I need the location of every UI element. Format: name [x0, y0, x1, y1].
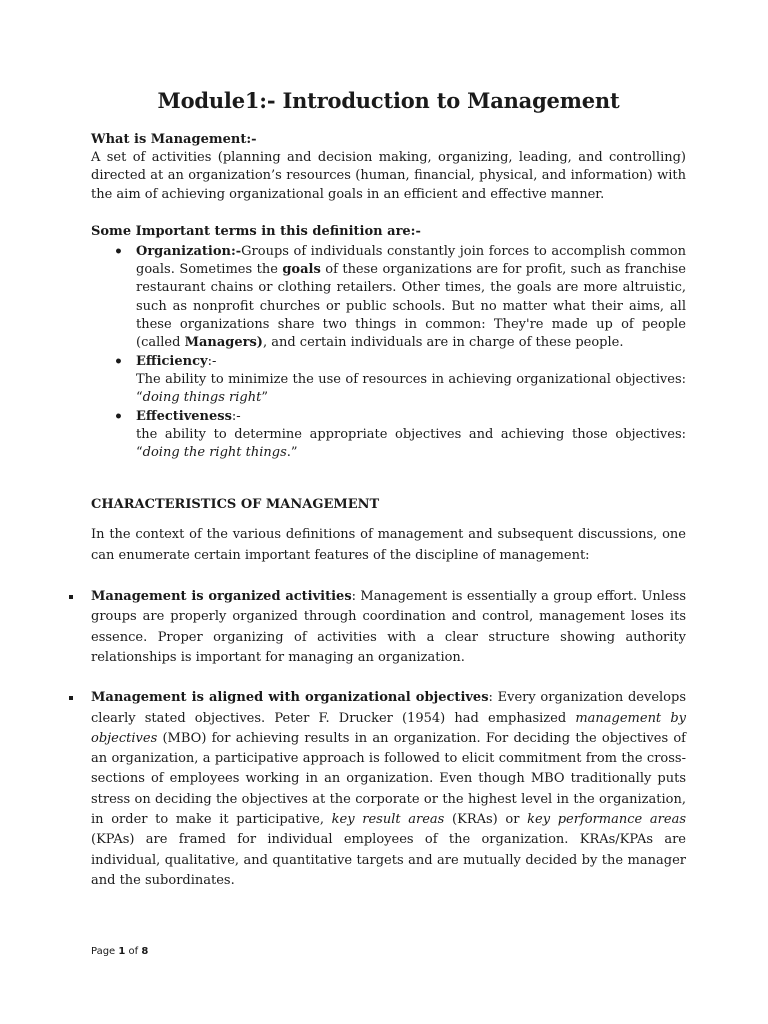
footer-total-pages: 8 — [141, 946, 149, 957]
characteristic-text: (KPAs) are framed for individual employees of the organization. KRAs/KPAs are individual, qualitative, and quantitative targets and are mutually decided by the manager and the subordinates. — [91, 832, 686, 888]
what-is-management-heading: What is Management:- — [91, 132, 257, 147]
term-effectiveness — [136, 408, 686, 463]
term-efficiency-label: Efficiency — [136, 353, 208, 369]
footer-of-label: of — [125, 946, 142, 957]
term-effectiveness-suffix: :- — [231, 408, 241, 424]
characteristic-italic-term: key result areas — [331, 812, 445, 828]
page-title: Module1:- Introduction to Management — [157, 88, 620, 113]
important-terms-heading: Some Important terms in this definition are:- — [91, 223, 421, 239]
characteristic-italic-term: key performance areas — [527, 812, 686, 828]
term-organization-text-2: of these organizations are for profit, such as franchise restaurant chains or clothing retailers. Other times, the goals are more altruistic, such as nonprofit churches or public schools. But no matter what their aims, all these organizations share two things in common: They're made up of people (called — [136, 262, 687, 351]
term-efficiency-end: ” — [261, 390, 268, 406]
term-organization-text-3: , and certain individuals are in charge of these people. — [262, 335, 624, 351]
characteristic-lead: Management is organized activities — [91, 589, 352, 605]
characteristic-item — [91, 688, 686, 891]
characteristic-italic-term: management by objectives — [91, 710, 686, 746]
term-organization — [136, 243, 686, 353]
characteristics-list — [91, 587, 686, 891]
important-terms-list — [91, 243, 686, 463]
term-organization-label: Organization:- — [136, 243, 242, 259]
footer-page-label: Page — [91, 946, 119, 957]
term-organization-managers: Managers) — [184, 335, 263, 351]
term-effectiveness-end: .” — [286, 445, 298, 461]
term-effectiveness-quote: doing the right things — [142, 445, 287, 461]
term-organization-text-1: Groups of individuals constantly join forces to accomplish common goals. Sometimes the — [136, 243, 686, 278]
term-efficiency-suffix: :- — [207, 353, 217, 369]
characteristic-text: : Management is essentially a group effort. Unless groups are properly organized through coordination and control, management loses its essence. Proper organizing of activities with a clear structure showing authority relationships is important for managing an organization. — [91, 589, 686, 665]
footer-page-number: 1 — [118, 946, 126, 957]
term-effectiveness-text: the ability to determine appropriate objectives and achieving those objectives: “ — [136, 426, 686, 461]
term-efficiency-text: The ability to minimize the use of resources in achieving organizational objectives: “ — [136, 371, 686, 406]
characteristic-text: (MBO) for achieving results in an organization. For deciding the objectives of an organization, a participative approach is followed to elicit commitment from the cross-sections of employees working in an organization. Even though MBO traditionally puts stress on deciding the objectives at the corporate or the highest level in the organization, in order to make it participative, — [91, 730, 686, 828]
page-footer — [91, 946, 148, 957]
characteristic-lead: Management is aligned with organizational objectives — [91, 690, 489, 706]
term-efficiency-quote: doing things right — [142, 390, 262, 406]
characteristic-text: : Every organization develops clearly stated objectives. Peter F. Drucker (1954) had emphasized — [91, 690, 687, 726]
term-effectiveness-label: Effectiveness — [136, 408, 232, 424]
characteristic-text: (KRAs) or — [444, 812, 528, 828]
what-is-management-definition: A set of activities (planning and decision making, organizing, leading, and controlling) directed at an organization’s resources (human, financial, physical, and information) with the aim of achieving organizational goals in an efficient and effective manner. — [91, 150, 686, 202]
characteristics-heading: CHARACTERISTICS OF MANAGEMENT — [91, 497, 380, 513]
characteristics-intro: In the context of the various definitions of management and subsequent discussions, one can enumerate certain important features of the discipline of management: — [91, 527, 686, 563]
term-efficiency — [136, 353, 686, 408]
characteristic-item — [91, 587, 686, 668]
term-organization-goals: goals — [282, 262, 321, 278]
